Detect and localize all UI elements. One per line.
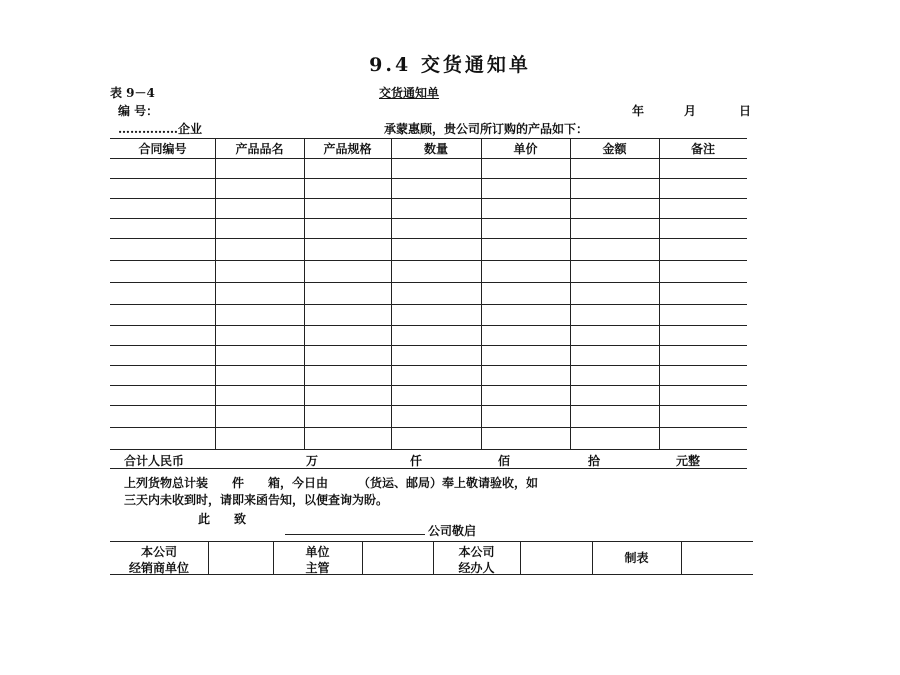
total-unit-wan: 万 — [306, 454, 319, 468]
col-header-unit-price: 单价 — [513, 142, 538, 156]
date-day: 日 — [739, 104, 752, 118]
total-label: 合计人民币 — [124, 454, 185, 468]
page-heading: 9.4 交货通知单 — [369, 54, 531, 76]
company-signoff: 公司敬启 — [428, 524, 477, 538]
col-header-quantity: 数量 — [423, 142, 448, 156]
total-unit-shi: 拾 — [588, 454, 601, 468]
serial-label: 编 号： — [118, 104, 159, 118]
col-header-product-name: 产品品名 — [235, 142, 284, 156]
col-header-remarks: 备注 — [690, 142, 715, 156]
greeting-text: 承蒙惠顾，贵公司所订购的产品如下： — [384, 122, 589, 136]
closing-text: 此 致 — [198, 512, 247, 526]
footer-unit-label: 单位 — [305, 545, 330, 559]
col-header-amount: 金额 — [602, 142, 627, 156]
form-title: 交货通知单 — [379, 86, 440, 100]
total-unit-bai: 佰 — [498, 454, 511, 468]
notice-line-1: 上列货物总计装 件 箱，今日由 （货运、邮局）奉上敬请验收，如 — [124, 476, 539, 490]
enterprise-line: ……………企业 — [118, 122, 203, 136]
signature-line — [285, 534, 425, 535]
notice-line-2: 三天内未收到时，请即来函告知，以便查询为盼。 — [124, 493, 389, 507]
date-year: 年 — [632, 104, 645, 118]
date-month: 月 — [684, 104, 697, 118]
footer-supervisor-label: 主管 — [305, 561, 330, 575]
col-header-contract-no: 合同编号 — [138, 142, 187, 156]
table-number: 表 9－4 — [110, 86, 155, 100]
footer-company-label-2: 本公司 — [458, 545, 495, 559]
footer-handler-label: 经办人 — [458, 561, 495, 575]
footer-our-company-label: 本公司 — [140, 545, 177, 559]
footer-dealer-label: 经销商单位 — [128, 561, 189, 575]
total-unit-qian: 仟 — [410, 454, 423, 468]
col-header-product-spec: 产品规格 — [323, 142, 372, 156]
total-unit-yuan: 元整 — [676, 454, 701, 468]
footer-prepared-by-label: 制表 — [624, 551, 649, 565]
